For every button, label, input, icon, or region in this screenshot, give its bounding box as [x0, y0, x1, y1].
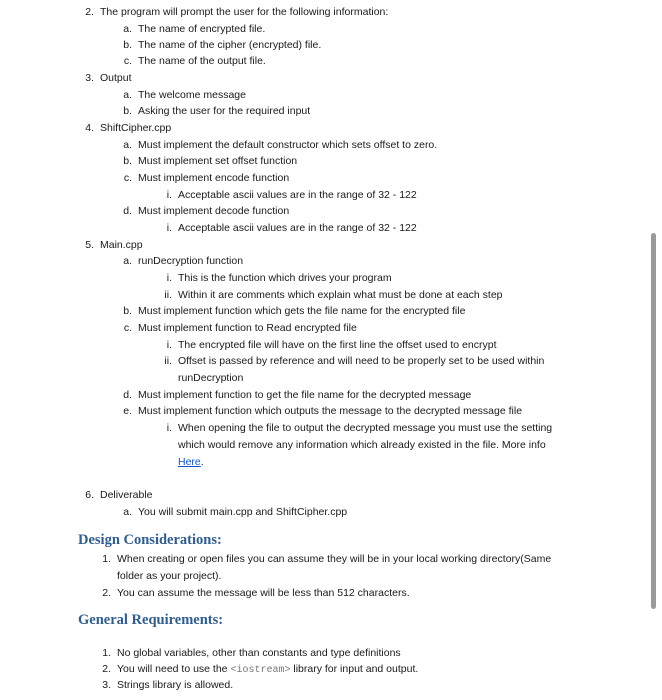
list-marker: 3. [102, 679, 111, 691]
list-text: You will submit main.cpp and ShiftCipher.cpp [138, 506, 348, 518]
list-text: The name of the output file. [138, 55, 266, 67]
list-marker: 2. [102, 663, 111, 675]
list-text: Output [100, 72, 132, 84]
design-considerations-heading: Design Considerations: [78, 532, 222, 548]
list-text: Must implement encode function [138, 172, 290, 184]
list-item-2b [123, 38, 322, 52]
list-item-2a [123, 22, 266, 36]
list-item-5a-i [166, 271, 392, 285]
list-item-5e [123, 404, 523, 418]
list-marker: e. [123, 405, 132, 417]
list-text: Must implement set offset function [138, 155, 298, 167]
list-marker: i. [166, 222, 172, 234]
list-marker: a. [123, 23, 132, 35]
list-text: Acceptable ascii values are in the range of 32 - 122 [178, 189, 417, 201]
list-text: No global variables, other than constants and type definitions [117, 647, 401, 659]
list-marker: b. [123, 39, 132, 51]
list-item-5 [85, 238, 143, 252]
general-item-1 [102, 646, 401, 660]
list-item-4b [123, 154, 298, 168]
general-item-3 [102, 678, 234, 692]
list-marker: 1. [102, 553, 111, 565]
list-text: Strings library is allowed. [117, 679, 234, 691]
list-text: The encrypted file will have on the first line the offset used to encrypt [178, 339, 497, 351]
design-item-2 [102, 586, 410, 600]
list-marker: ii. [164, 289, 172, 301]
list-marker: i. [166, 422, 172, 434]
list-item-5e-i-link-line [178, 455, 204, 469]
list-item-5c [123, 321, 357, 335]
list-marker: c. [123, 172, 132, 184]
list-text: When creating or open files you can assume they will be in your local working directory(Same [117, 553, 552, 565]
design-item-1-cont [117, 569, 221, 583]
list-marker: ii. [164, 355, 172, 367]
list-item-5c-i [166, 338, 497, 352]
list-item-4 [85, 121, 172, 135]
list-text: The program will prompt the user for the following information: [100, 6, 389, 18]
list-text: Must implement function which gets the file name for the encrypted file [138, 305, 466, 317]
list-marker: 4. [85, 122, 94, 134]
list-item-6 [85, 488, 153, 502]
list-text: The welcome message [138, 89, 246, 101]
list-marker: 2. [85, 6, 94, 18]
list-text: Main.cpp [100, 239, 143, 251]
list-item-3a [123, 88, 246, 102]
list-marker: 1. [102, 647, 111, 659]
list-text: runDecryption [178, 372, 244, 384]
list-text: The name of encrypted file. [138, 23, 266, 35]
general-item-2 [102, 662, 419, 678]
list-item-4c-i [166, 188, 417, 202]
list-text: runDecryption function [138, 255, 244, 267]
list-text: The name of the cipher (encrypted) file. [138, 39, 322, 51]
list-item-4a [123, 138, 438, 152]
list-text: which would remove any information which already existed in the file. More info [178, 439, 546, 451]
list-text: When opening the file to output the decrypted message you must use the setting [178, 422, 553, 434]
list-marker: c. [123, 55, 132, 67]
list-text: Asking the user for the required input [138, 105, 311, 117]
list-marker: i. [166, 189, 172, 201]
list-marker: 6. [85, 489, 94, 501]
list-marker: 2. [102, 587, 111, 599]
list-marker: a. [123, 139, 132, 151]
list-item-3 [85, 71, 132, 85]
list-marker: 5. [85, 239, 94, 251]
vertical-scrollbar[interactable] [651, 233, 656, 609]
list-text: Within it are comments which explain what must be done at each step [178, 289, 503, 301]
here-link[interactable]: Here [178, 456, 201, 468]
list-item-5a-ii [164, 288, 503, 302]
list-item-5b [123, 304, 466, 318]
list-marker: d. [123, 389, 132, 401]
list-text: Must implement function to Read encrypted file [138, 322, 357, 334]
list-marker: a. [123, 89, 132, 101]
list-marker: b. [123, 305, 132, 317]
list-text: This is the function which drives your program [178, 272, 392, 284]
list-marker: i. [166, 339, 172, 351]
list-item-5a [123, 254, 244, 268]
list-text: Must implement decode function [138, 205, 290, 217]
list-marker: a. [123, 506, 132, 518]
list-item-4d-i [166, 221, 417, 235]
list-item-2c [123, 54, 266, 68]
list-item-5c-ii [164, 354, 545, 368]
list-text: ShiftCipher.cpp [100, 122, 172, 134]
list-text: Must implement the default constructor which sets offset to zero. [138, 139, 438, 151]
list-item-4d [123, 204, 290, 218]
list-item-5c-ii-cont [178, 371, 243, 385]
list-item-6a [123, 505, 348, 519]
list-marker: a. [123, 255, 132, 267]
list-marker: 3. [85, 72, 94, 84]
iostream-code: <iostream> [230, 665, 291, 676]
list-marker: c. [123, 322, 132, 334]
general-requirements-heading: General Requirements: [78, 612, 224, 628]
list-text: Acceptable ascii values are in the range of 32 - 122 [178, 222, 417, 234]
list-text: You will need to use the [117, 663, 231, 675]
list-item-3b [123, 104, 311, 118]
list-text: Deliverable [100, 489, 153, 501]
list-text: You can assume the message will be less than 512 characters. [117, 587, 410, 599]
list-item-4c [123, 171, 290, 185]
list-marker: i. [166, 272, 172, 284]
list-item-5d [123, 388, 472, 402]
list-item-5e-i-cont [178, 438, 546, 452]
link-punctuation: . [200, 456, 204, 468]
list-text: Must implement function which outputs the message to the decrypted message file [138, 405, 523, 417]
list-item-5e-i [166, 421, 553, 435]
list-item-2 [85, 5, 389, 19]
list-text: library for input and output. [290, 663, 419, 675]
list-marker: d. [123, 205, 132, 217]
design-item-1 [102, 552, 552, 566]
list-marker: b. [123, 105, 132, 117]
list-text: folder as your project). [117, 570, 222, 582]
list-marker: b. [123, 155, 132, 167]
list-text: Offset is passed by reference and will need to be properly set to be used within [178, 355, 545, 367]
list-text: Must implement function to get the file name for the decrypted message [138, 389, 472, 401]
